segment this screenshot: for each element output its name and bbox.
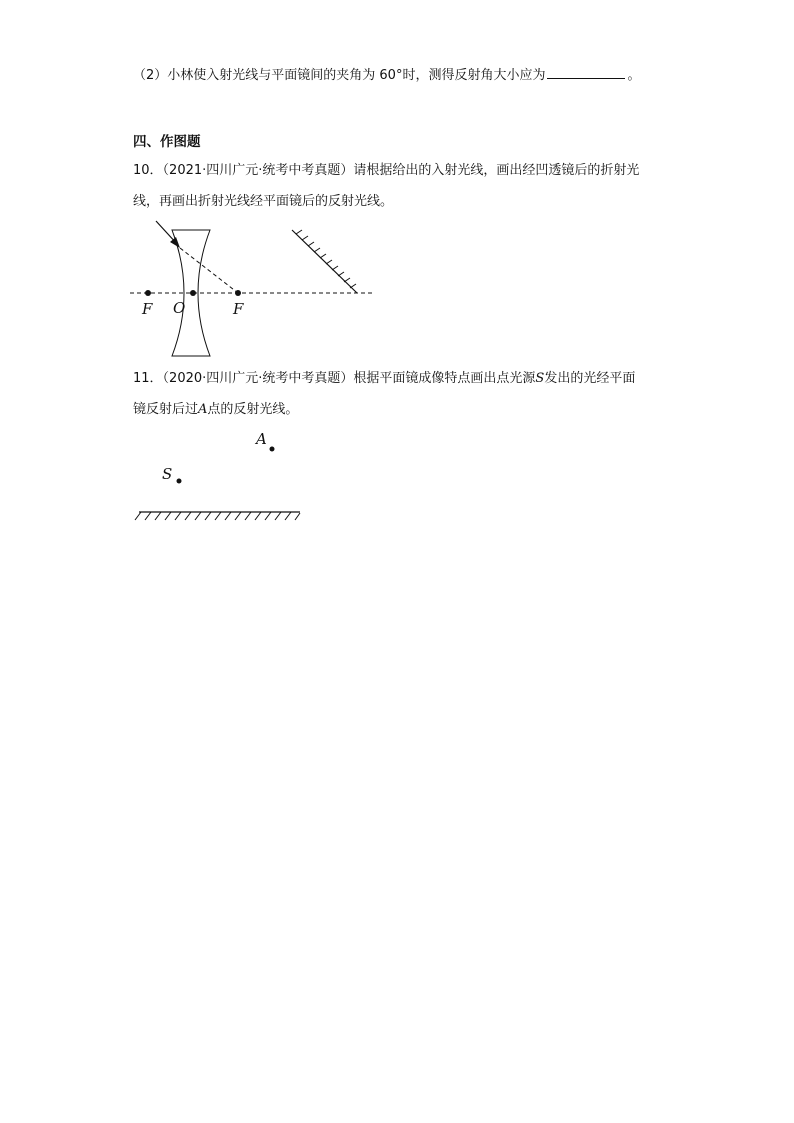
label-s: S: [162, 465, 173, 483]
q10-line-2: 线，再画出折射光线经平面镜后的反射光线。: [133, 194, 394, 209]
q11-line-1: [133, 370, 635, 388]
q11-line2-b: 点的反射光线。: [207, 402, 299, 417]
q11-a-symbol: A: [198, 402, 208, 417]
label-f-right: F: [233, 300, 244, 318]
horizontal-mirror-hatching: [135, 512, 300, 520]
optical-center: [190, 290, 196, 296]
q11-line-2: [133, 401, 298, 419]
section-title: 四、作图题: [133, 134, 201, 150]
plane-mirror: [292, 230, 357, 293]
q11-line1-b: 发出的光经平面: [544, 371, 636, 386]
label-a: A: [256, 430, 267, 448]
label-o: O: [173, 299, 186, 317]
point-a: [270, 447, 275, 452]
focal-point-right: [235, 290, 241, 296]
q2-suffix: 。: [627, 68, 641, 83]
point-s: [177, 479, 182, 484]
q11-s-symbol: S: [535, 371, 545, 386]
focal-point-left: [145, 290, 151, 296]
q11-line1-a: 11．（2020·四川广元·统考中考真题）根据平面镜成像特点画出点光源: [133, 371, 536, 386]
label-f-left: F: [142, 300, 153, 318]
q2-prefix: （2）小林使入射光线与平面镜间的夹角为 60°时，测得反射角大小应为: [133, 68, 546, 83]
q11-line2-a: 镜反射后过: [133, 402, 199, 417]
ray-extension: [180, 248, 238, 293]
q10-line-1: 10．（2021·四川广元·统考中考真题）请根据给出的入射光线，画出经凹透镜后的折射光: [133, 163, 640, 178]
mirror-hatching: [296, 230, 356, 288]
